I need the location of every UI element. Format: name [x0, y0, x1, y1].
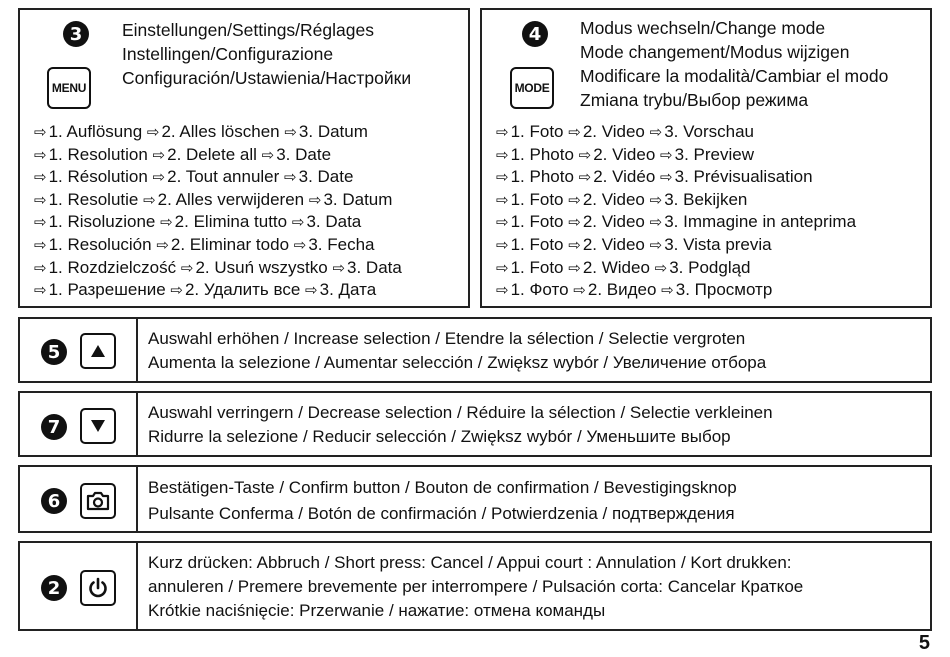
arrow-right-icon: ⇨	[160, 213, 173, 232]
arrow-right-icon: ⇨	[649, 190, 663, 209]
option-item: 3. Podgląd	[669, 257, 751, 277]
arrow-right-icon: ⇨	[568, 213, 581, 232]
option-item: 3. Fecha	[308, 234, 375, 254]
arrow-right-icon: ⇨	[180, 258, 194, 277]
option-item: 3. Immagine in anteprima	[664, 212, 857, 232]
option-item: 2. Tout annuler	[167, 167, 280, 187]
option-row	[496, 211, 856, 234]
menu-title	[122, 18, 411, 90]
option-item: 2. Видео	[587, 280, 657, 300]
arrow-right-icon: ⇨	[578, 145, 592, 164]
arrow-right-icon: ⇨	[34, 258, 47, 277]
power-button-text	[148, 551, 803, 623]
arrow-right-icon: ⇨	[34, 145, 47, 164]
option-item: 2. Video	[582, 189, 645, 209]
arrow-right-icon: ⇨	[261, 145, 275, 164]
mode-options-list	[496, 121, 856, 302]
step-number-badge: 3	[63, 21, 89, 47]
option-row	[496, 234, 856, 257]
option-item: 3. Datum	[323, 189, 393, 209]
mode-title-line: Mode changement/Modus wijzigen	[580, 42, 850, 62]
option-item: 1. Foto	[510, 257, 564, 277]
option-item: 1. Resolutie	[48, 189, 139, 209]
option-item: 1. Foto	[510, 122, 564, 141]
option-item: 1. Photo	[510, 167, 574, 187]
option-item: 1. Resolution	[48, 144, 148, 164]
menu-title-line: Instellingen/Configurazione	[122, 44, 334, 64]
menu-key-icon: MENU	[47, 67, 91, 109]
power-button-panel	[18, 541, 932, 631]
text-line: Aumenta la selezione / Aumentar selección / Zwiększ wybór / Увеличение отбора	[148, 353, 767, 372]
option-row	[34, 257, 402, 280]
option-item: 1. Rozdzielczość	[48, 257, 177, 277]
arrow-right-icon: ⇨	[152, 145, 166, 164]
mode-key-icon: MODE	[510, 67, 554, 109]
arrow-right-icon: ⇨	[496, 213, 509, 232]
option-row	[34, 121, 402, 144]
arrow-right-icon: ⇨	[649, 213, 663, 232]
arrow-right-icon: ⇨	[170, 281, 183, 300]
option-item: 1. Resolución	[48, 234, 152, 254]
arrow-right-icon: ⇨	[152, 168, 166, 187]
camera-icon	[80, 483, 116, 519]
page-number: 5	[918, 632, 930, 654]
arrow-right-icon: ⇨	[34, 213, 47, 232]
arrow-right-icon: ⇨	[293, 235, 307, 254]
option-item: 1. Auflösung	[48, 122, 143, 141]
arrow-right-icon: ⇨	[291, 213, 305, 232]
arrow-right-icon: ⇨	[568, 190, 581, 209]
arrow-right-icon: ⇨	[649, 123, 663, 141]
option-item: 3. Prévisualisation	[674, 167, 813, 187]
option-row	[496, 189, 856, 212]
arrow-right-icon: ⇨	[578, 168, 592, 187]
arrow-right-icon: ⇨	[156, 235, 169, 254]
option-item: 3. Data	[347, 257, 402, 277]
option-row	[496, 121, 856, 144]
option-row	[496, 144, 856, 167]
option-row	[34, 189, 402, 212]
option-row	[34, 234, 402, 257]
arrow-right-icon: ⇨	[308, 190, 322, 209]
option-item: 2. Удалить все	[184, 280, 301, 300]
option-item: 2. Elimina tutto	[174, 212, 288, 232]
arrow-right-icon: ⇨	[34, 281, 47, 300]
arrow-right-icon: ⇨	[496, 168, 509, 187]
option-item: 1. Foto	[510, 212, 564, 232]
option-item: 2. Video	[593, 144, 656, 164]
option-item: 2. Video	[582, 212, 645, 232]
step-number-badge: 4	[522, 21, 548, 47]
arrow-right-icon: ⇨	[568, 235, 581, 254]
text-line: Ridurre la selezione / Reducir selección / Zwiększ wybór / Уменьшите выбор	[148, 427, 731, 446]
option-item: 3. Просмотр	[675, 280, 773, 300]
arrow-right-icon: ⇨	[649, 235, 663, 254]
option-item: 1. Photo	[510, 144, 574, 164]
step-number-badge: 5	[41, 339, 67, 365]
arrow-right-icon: ⇨	[496, 123, 509, 141]
arrow-right-icon: ⇨	[568, 258, 581, 277]
option-item: 3. Preview	[674, 144, 754, 164]
text-line: Bestätigen-Taste / Confirm button / Bouton de confirmation / Bevestigingsknop	[148, 478, 737, 497]
arrow-right-icon: ⇨	[661, 281, 674, 300]
arrow-right-icon: ⇨	[654, 258, 668, 277]
option-item: 2. Alles löschen	[161, 122, 280, 141]
mode-panel	[480, 8, 932, 308]
option-item: 3. Datum	[298, 122, 368, 141]
option-item: 1. Foto	[510, 234, 564, 254]
option-row	[496, 166, 856, 189]
text-line: Auswahl verringern / Decrease selection / Réduire la sélection / Selectie verkleinen	[148, 403, 773, 422]
option-row	[34, 279, 402, 302]
down-triangle-icon	[80, 408, 116, 444]
increase-selection-panel	[18, 317, 932, 383]
arrow-right-icon: ⇨	[34, 168, 47, 187]
text-line: Kurz drücken: Abbruch / Short press: Cancel / Appui court : Annulation / Kort drukken:	[148, 553, 792, 572]
mode-title-line: Modus wechseln/Change mode	[580, 18, 826, 38]
arrow-right-icon: ⇨	[660, 168, 673, 187]
option-item: 2. Wideo	[582, 257, 650, 277]
option-row	[496, 257, 856, 280]
option-row	[496, 279, 856, 302]
arrow-right-icon: ⇨	[305, 281, 318, 300]
text-line: Pulsante Conferma / Botón de confirmación / Potwierdzenia / подтверждения	[148, 504, 735, 523]
option-item: 1. Risoluzione	[48, 212, 156, 232]
option-item: 2. Vidéo	[593, 167, 656, 187]
option-item: 3. Data	[306, 212, 362, 232]
option-row	[34, 144, 402, 167]
decrease-selection-text	[148, 401, 773, 449]
arrow-right-icon: ⇨	[143, 190, 156, 209]
option-item: 2. Usuń wszystko	[195, 257, 328, 277]
option-item: 2. Alles verwijderen	[157, 189, 305, 209]
up-triangle-icon	[80, 333, 116, 369]
arrow-right-icon: ⇨	[146, 123, 160, 141]
arrow-right-icon: ⇨	[496, 145, 509, 164]
option-row	[34, 166, 402, 189]
arrow-right-icon: ⇨	[284, 123, 297, 141]
arrow-right-icon: ⇨	[660, 145, 673, 164]
option-item: 1. Фото	[510, 280, 569, 300]
option-item: 3. Date	[276, 144, 332, 164]
option-item: 2. Video	[582, 122, 645, 141]
option-item: 1. Résolution	[48, 167, 148, 187]
confirm-button-text	[148, 475, 737, 527]
arrow-right-icon: ⇨	[496, 190, 509, 209]
confirm-button-panel	[18, 465, 932, 533]
arrow-right-icon: ⇨	[34, 235, 47, 254]
mode-title	[580, 16, 888, 112]
option-item: 3. Date	[298, 167, 354, 187]
option-item: 2. Video	[582, 234, 645, 254]
menu-title-line: Einstellungen/Settings/Réglages	[122, 20, 374, 40]
arrow-right-icon: ⇨	[573, 281, 586, 300]
text-line: Auswahl erhöhen / Increase selection / Etendre la sélection / Selectie vergroten	[148, 329, 746, 348]
option-item: 3. Bekijken	[664, 189, 748, 209]
menu-title-line: Configuración/Ustawienia/Настройки	[122, 68, 412, 88]
arrow-right-icon: ⇨	[496, 258, 509, 277]
option-item: 1. Foto	[510, 189, 564, 209]
text-line: annuleren / Premere brevemente per interrompere / Pulsación corta: Cancelar Краткое	[148, 577, 804, 596]
step-number-badge: 6	[41, 488, 67, 514]
power-icon	[80, 570, 116, 606]
increase-selection-text	[148, 327, 766, 375]
text-line: Krótkie naciśnięcie: Przerwanie / нажатие: отмена команды	[148, 601, 606, 620]
arrow-right-icon: ⇨	[332, 258, 346, 277]
decrease-selection-panel	[18, 391, 932, 457]
option-item: 3. Vorschau	[664, 122, 754, 141]
menu-options-list	[34, 121, 402, 302]
step-number-badge: 7	[41, 414, 67, 440]
option-item: 2. Eliminar todo	[170, 234, 290, 254]
arrow-right-icon: ⇨	[34, 190, 47, 209]
option-item: 3. Дата	[319, 280, 377, 300]
option-row	[34, 211, 402, 234]
arrow-right-icon: ⇨	[284, 168, 297, 187]
option-item: 2. Delete all	[167, 144, 257, 164]
menu-panel	[18, 8, 470, 308]
mode-title-line: Modificare la modalità/Cambiar el modo	[580, 66, 889, 86]
option-item: 3. Vista previa	[664, 234, 772, 254]
arrow-right-icon: ⇨	[34, 123, 47, 141]
option-item: 1. Разрешение	[48, 280, 166, 300]
step-number-badge: 2	[41, 575, 67, 601]
arrow-right-icon: ⇨	[568, 123, 581, 141]
arrow-right-icon: ⇨	[496, 235, 509, 254]
arrow-right-icon: ⇨	[496, 281, 509, 300]
mode-title-line: Zmiana trybu/Выбор режима	[580, 90, 809, 110]
